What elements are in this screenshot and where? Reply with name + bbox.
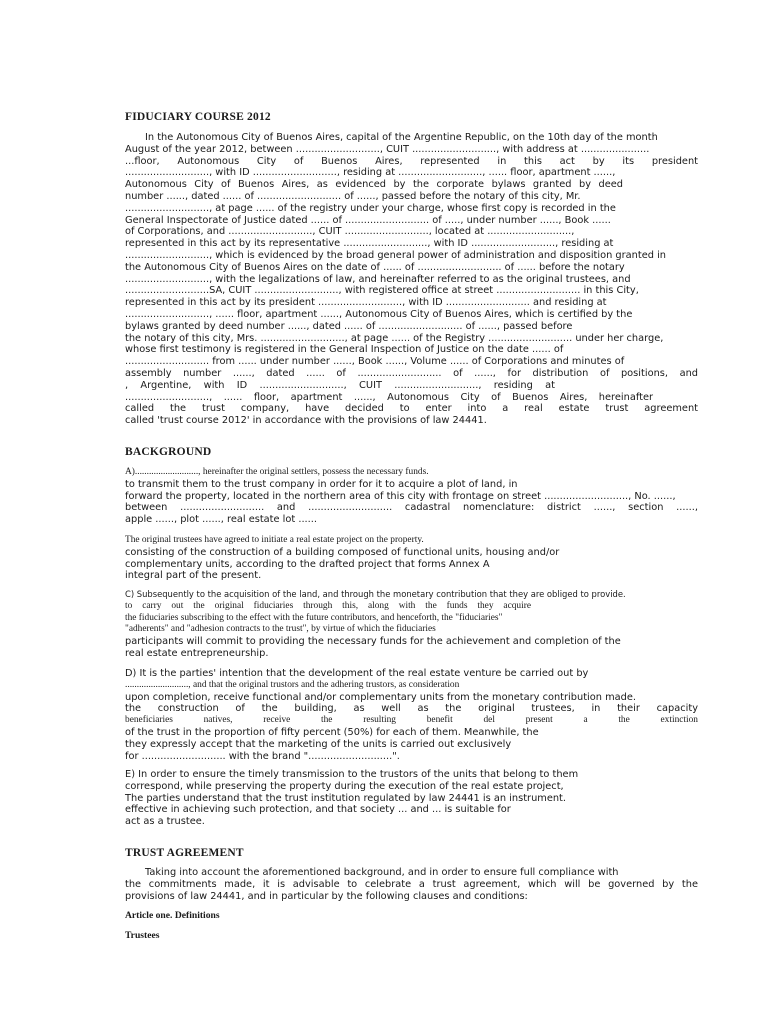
article-one-heading: Article one. Definitions bbox=[125, 910, 220, 921]
bg-b-line: The original trustees have agreed to initiate a real estate project on the property. bbox=[125, 535, 424, 545]
intro-line: ........................... from ...... under number ......, Book ......, Volume ...... of Corporations and minutes of bbox=[125, 356, 625, 368]
background-c bbox=[125, 589, 698, 660]
bg-a-line: to transmit them to the trust company in order for it to acquire a plot of land, in bbox=[125, 478, 518, 490]
background-heading: BACKGROUND bbox=[125, 446, 212, 458]
bg-c-line: participants will commit to providing the necessary funds for the achievement and completion of the bbox=[125, 636, 621, 648]
trust-line: the commitments made, it is advisable to celebrate a trust agreement, which will be governed by the bbox=[125, 878, 698, 890]
bg-a-line: forward the property, located in the northern area of this city with frontage on street ..........................., No. ......, bbox=[125, 490, 676, 502]
bg-e-line: correspond, while preserving the property during the execution of the real estate project, bbox=[125, 780, 564, 792]
bg-c-line: C) Subsequently to the acquisition of the land, and through the monetary contribution that they are obliged to provide. bbox=[125, 589, 626, 599]
bg-b-line: complementary units, according to the drafted project that forms Annex A bbox=[125, 558, 490, 570]
intro-line: General Inspectorate of Justice dated ...... of ........................... of ....., under number ......, Book ...... bbox=[125, 214, 611, 226]
trust-agreement-heading: TRUST AGREEMENT bbox=[125, 847, 244, 859]
bg-e-line: act as a trustee. bbox=[125, 816, 205, 828]
intro-line: the notary of this city, Mrs. ..........................., at page ...... of the Registry ........................... under her charge, bbox=[125, 332, 664, 344]
intro-line: represented in this act by its representative ..........................., with ID ..........................., residing at bbox=[125, 238, 614, 250]
bg-b-line: integral part of the present. bbox=[125, 570, 262, 582]
intro-line: In the Autonomous City of Buenos Aires, capital of the Argentine Republic, on the 10th day of the month bbox=[145, 132, 658, 143]
document-title: FIDUCIARY COURSE 2012 bbox=[125, 111, 271, 123]
intro-line: represented in this act by its president ..........................., with ID ........................... and residing at bbox=[125, 297, 607, 309]
bg-c-line: to carry out the original fiduciaries through this, along with the funds they acquire bbox=[125, 600, 531, 611]
bg-c-line: the fiduciaries subscribing to the effect with the future contributors, and henceforth, the "fiduciaries" bbox=[125, 612, 503, 623]
intro-line: August of the year 2012, between ..........................., CUIT ..........................., with address at ...................... bbox=[125, 143, 650, 155]
intro-line: ...floor, Autonomous City of Buenos Aires, represented in this act by its president bbox=[125, 155, 698, 167]
bg-d-line: for ........................... with the brand "...........................". bbox=[125, 750, 400, 762]
bg-a-line: apple ......, plot ......, real estate lot ...... bbox=[125, 514, 318, 526]
bg-d-line: the construction of the building, as well as the original trustees, in their capacity bbox=[125, 703, 698, 715]
bg-d-line: beneficiaries natives, receive the resulting benefit del present a the extinction bbox=[125, 715, 698, 726]
trustees-heading: Trustees bbox=[125, 930, 160, 941]
background-e bbox=[125, 769, 698, 828]
intro-line: of Corporations, and ..........................., CUIT ..........................., located at ..........................., bbox=[125, 226, 575, 238]
bg-a-line: A)..........................., hereinafter the original settlers, possess the necessary funds. bbox=[125, 467, 429, 477]
bg-d-line: ..........................., and that the original trustors and the adhering trustors, as consideration bbox=[125, 679, 460, 690]
bg-d-line: upon completion, receive functional and/or complementary units from the monetary contribution made. bbox=[125, 691, 636, 703]
bg-c-line: real estate entrepreneurship. bbox=[125, 647, 269, 659]
background-d bbox=[125, 668, 698, 762]
intro-line: ..........................., which is evidenced by the broad general power of administration and disposition granted in bbox=[125, 249, 667, 261]
intro-line: assembly number ......, dated ...... of ........................... of ......, for distribution of positions, and bbox=[125, 367, 698, 379]
intro-line: ..........................., ...... floor, apartment ......, Autonomous City of Buenos Aires, which is certified by the bbox=[125, 308, 633, 320]
trust-paragraph bbox=[125, 867, 698, 902]
bg-a-line: between ........................... and ........................... cadastral nomenclature: district ......, section ......, bbox=[125, 502, 698, 514]
bg-d-line: of the trust in the proportion of fifty percent (50%) for each of them. Meanwhile, the bbox=[125, 726, 539, 738]
intro-line: ..........................., at page ...... of the registry under your charge, whose first copy is recorded in the bbox=[125, 202, 616, 214]
trust-line: Taking into account the aforementioned background, and in order to ensure full compliance with bbox=[145, 867, 619, 878]
intro-line: Autonomous City of Buenos Aires, as evidenced by the corporate bylaws granted by deed bbox=[125, 179, 623, 191]
bg-e-line: E) In order to ensure the timely transmission to the trustors of the units that belong to them bbox=[125, 769, 579, 780]
background-b bbox=[125, 535, 698, 582]
intro-line: called the trust company, have decided to enter into a real estate trust agreement bbox=[125, 403, 698, 415]
bg-c-line: "adherents" and "adhesion contracts to the trust", by virtue of which the fiduciaries bbox=[125, 624, 436, 635]
intro-line: whose first testimony is registered in the General Inspection of Justice on the date ...... of bbox=[125, 344, 564, 356]
intro-paragraph bbox=[125, 132, 698, 427]
bg-d-line: they expressly accept that the marketing of the units is carried out exclusively bbox=[125, 738, 512, 750]
bg-e-line: The parties understand that the trust institution regulated by law 24441 is an instrument. bbox=[125, 792, 567, 804]
intro-line: ..........................., ...... floor, apartment ......, Autonomous City of Buenos Aires, hereinafter bbox=[125, 391, 653, 403]
intro-line: ..........................., with the legalizations of law, and hereinafter referred to as the original trustees, and bbox=[125, 273, 631, 285]
intro-line: bylaws granted by deed number ......, dated ...... of ........................... of ......, passed before bbox=[125, 320, 573, 332]
intro-line: ...........................SA, CUIT ..........................., with registered office at street ........................... in this City, bbox=[125, 285, 639, 297]
intro-line: the Autonomous City of Buenos Aires on the date of ...... of ........................... of ...... before the notary bbox=[125, 261, 625, 273]
bg-e-line: effective in achieving such protection, and that society ... and ... is suitable for bbox=[125, 804, 511, 816]
bg-d-line: D) It is the parties' intention that the development of the real estate venture be carried out by bbox=[125, 668, 589, 679]
bg-b-line: consisting of the construction of a building composed of functional units, housing and/or bbox=[125, 546, 560, 558]
intro-line: , Argentine, with ID ..........................., CUIT ..........................., residing at bbox=[125, 379, 555, 391]
intro-line: ..........................., with ID ..........................., residing at ..........................., ...... floor, apartment ......, bbox=[125, 167, 616, 179]
intro-line: called 'trust course 2012' in accordance with the provisions of law 24441. bbox=[125, 415, 487, 427]
background-a bbox=[125, 467, 698, 526]
intro-line: number ......, dated ...... of ........................... of ......, passed before the notary of this city, Mr. bbox=[125, 190, 581, 202]
trust-line: provisions of law 24441, and in particular by the following clauses and conditions: bbox=[125, 890, 528, 902]
